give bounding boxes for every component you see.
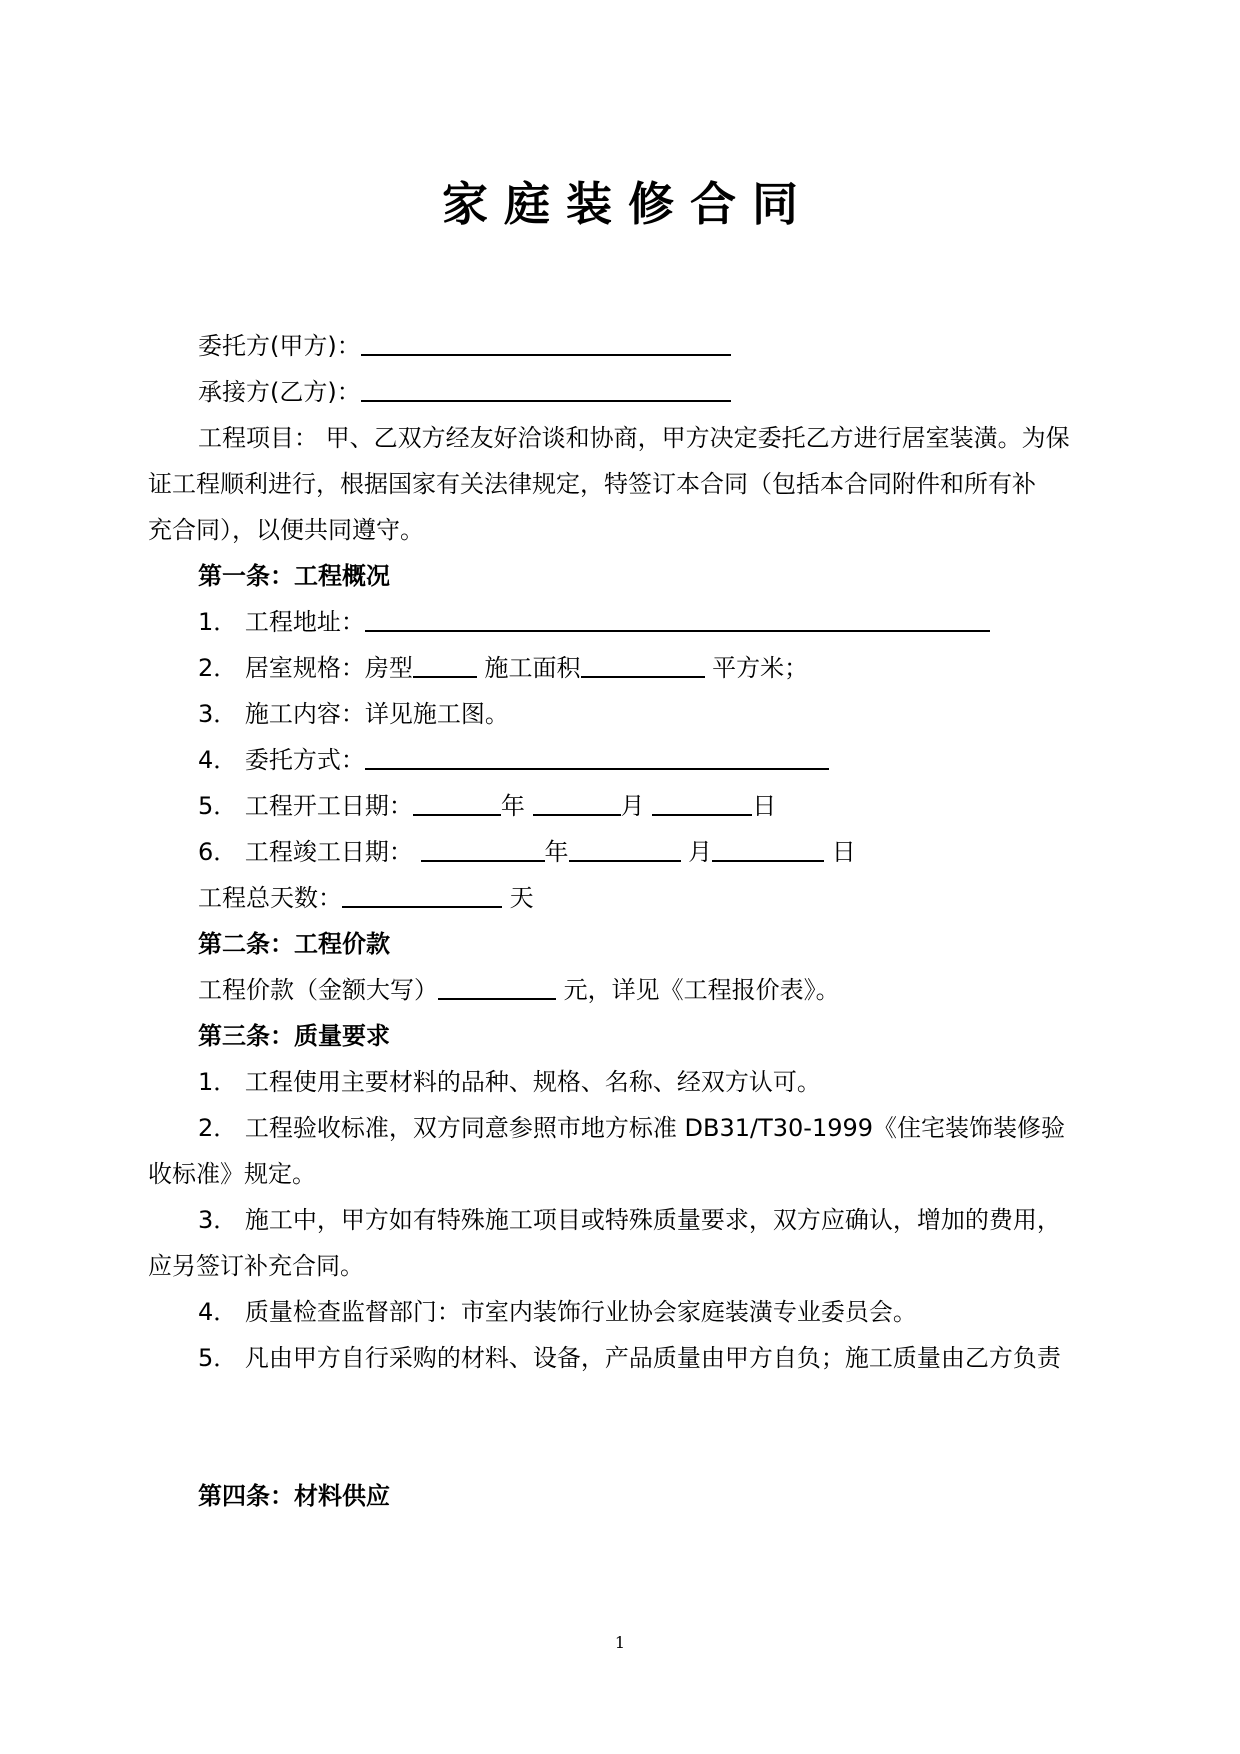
price-line [198,974,840,1006]
intro-line-2: 证工程顺利进行，根据国家有关法律规定，特签订本合同（包括本合同附件和所有补 [148,470,1036,498]
end-month-blank[interactable] [569,836,681,862]
client-blank[interactable] [361,330,731,356]
quality-item-4: 4． 质量检查监督部门：市室内装饰行业协会家庭装潢专业委员会。 [198,1298,917,1326]
area-blank[interactable] [581,652,705,678]
total-days-label: 工程总天数： [198,884,342,912]
article-1-heading: 第一条：工程概况 [198,562,390,590]
start-year-blank[interactable] [413,790,501,816]
address-line [198,606,990,638]
article-3-heading: 第三条：质量要求 [198,1022,390,1050]
contractor-blank[interactable] [361,376,731,402]
price-label: 工程价款（金额大写） [198,976,438,1004]
end-month-unit: 月 [680,838,713,866]
start-date-label: 5． 工程开工日期： [198,792,413,820]
method-line [198,744,829,776]
room-type-blank[interactable] [413,652,477,678]
area-unit: 平方米； [704,654,809,682]
quality-item-5: 5． 凡由甲方自行采购的材料、设备，产品质量由甲方自负；施工质量由乙方负责 [198,1344,1061,1372]
article-2-heading: 第二条：工程价款 [198,930,390,958]
start-day-unit: 日 [752,792,777,820]
contractor-label: 承接方(乙方)： [198,378,361,406]
total-days-unit: 天 [502,884,534,912]
end-year-unit: 年 [544,838,569,866]
client-line [198,330,731,362]
article-4-heading: 第四条：材料供应 [198,1482,390,1510]
page-number: 1 [614,1633,626,1652]
spec-line [198,652,808,684]
method-blank[interactable] [365,744,829,770]
contractor-line [198,376,731,408]
start-date-line [198,790,776,822]
quality-item-3: 3． 施工中，甲方如有特殊施工项目或特殊质量要求，双方应确认，增加的费用， [198,1206,1061,1234]
start-month-blank[interactable] [533,790,621,816]
quality-item-2-cont: 收标准》规定。 [148,1160,316,1188]
client-label: 委托方(甲方)： [198,332,361,360]
intro-line-1: 工程项目： 甲、乙双方经友好洽谈和协商，甲方决定委托乙方进行居室装潢。为保 [198,424,1070,452]
total-days-blank[interactable] [342,882,502,908]
quality-item-1: 1． 工程使用主要材料的品种、规格、名称、经双方认可。 [198,1068,821,1096]
end-year-blank[interactable] [421,836,545,862]
quality-item-3-cont: 应另签订补充合同。 [148,1252,364,1280]
start-year-unit: 年 [500,792,533,820]
address-label: 1． 工程地址： [198,608,365,636]
address-blank[interactable] [365,606,990,632]
document-title: 家庭装修合同 [442,177,814,231]
room-type-label: 2． 居室规格：房型 [198,654,413,682]
method-label: 4． 委托方式： [198,746,365,774]
end-day-blank[interactable] [712,836,824,862]
price-note: 元，详见《工程报价表》。 [556,976,840,1004]
quality-item-2: 2． 工程验收标准，双方同意参照市地方标准 DB31/T30-1999《住宅装饰装修验 [198,1114,1066,1142]
end-date-line [198,836,856,868]
start-day-blank[interactable] [652,790,752,816]
price-blank[interactable] [438,974,556,1000]
intro-line-3: 充合同），以便共同遵守。 [148,516,424,544]
end-day-unit: 日 [824,838,856,866]
total-days-line [198,882,534,914]
content-line: 3． 施工内容：详见施工图。 [198,700,509,728]
start-month-unit: 月 [620,792,653,820]
end-date-label: 6． 工程竣工日期： [198,838,421,866]
area-label: 施工面积 [476,654,581,682]
